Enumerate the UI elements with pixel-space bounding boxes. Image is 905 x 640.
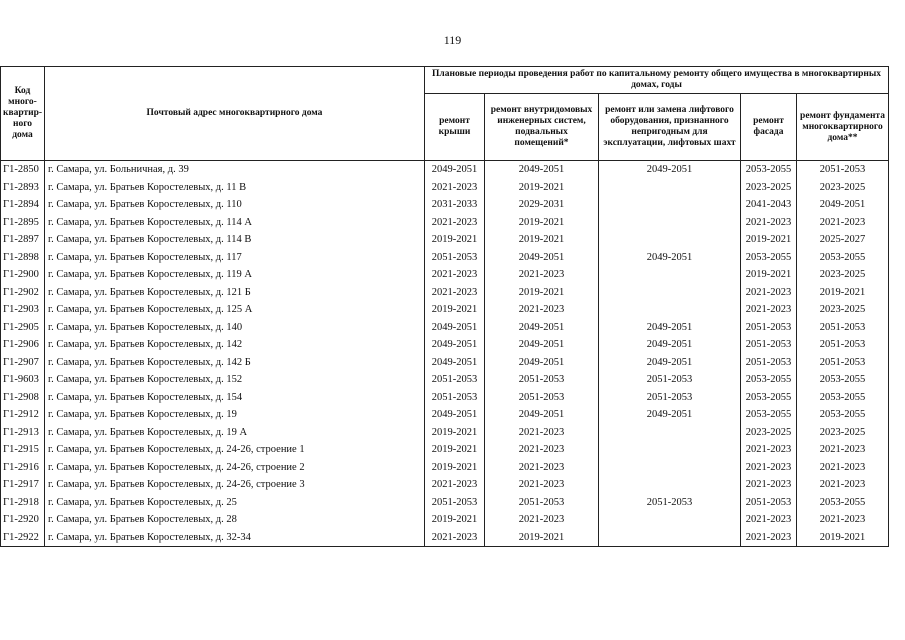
cell-address: г. Самара, ул. Братьев Коростелевых, д. 117 xyxy=(45,249,425,267)
cell-code: Г1-2907 xyxy=(1,354,45,372)
cell-roof: 2021-2023 xyxy=(425,476,485,494)
cell-foundation: 2025-2027 xyxy=(797,231,889,249)
cell-foundation: 2053-2055 xyxy=(797,406,889,424)
cell-roof: 2051-2053 xyxy=(425,371,485,389)
table-row xyxy=(1,494,889,512)
cell-code: Г1-2915 xyxy=(1,441,45,459)
cell-roof: 2049-2051 xyxy=(425,336,485,354)
cell-code: Г1-2897 xyxy=(1,231,45,249)
cell-address: г. Самара, ул. Братьев Коростелевых, д. 142 xyxy=(45,336,425,354)
table-row xyxy=(1,301,889,319)
table-row xyxy=(1,406,889,424)
cell-roof: 2021-2023 xyxy=(425,266,485,284)
cell-code: Г1-2917 xyxy=(1,476,45,494)
cell-elevator xyxy=(599,284,741,302)
header-periods: Плановые периоды проведения работ по капитальному ремонту общего имущества в многоквартирных домах, годы xyxy=(425,67,889,94)
cell-elevator: 2049-2051 xyxy=(599,354,741,372)
cell-elevator: 2049-2051 xyxy=(599,161,741,179)
cell-roof: 2021-2023 xyxy=(425,179,485,197)
cell-elevator xyxy=(599,476,741,494)
cell-foundation: 2051-2053 xyxy=(797,354,889,372)
table-row xyxy=(1,319,889,337)
cell-elevator xyxy=(599,214,741,232)
cell-facade: 2053-2055 xyxy=(741,389,797,407)
cell-code: Г1-2895 xyxy=(1,214,45,232)
cell-elevator xyxy=(599,231,741,249)
repair-schedule-table xyxy=(0,66,889,547)
cell-roof: 2019-2021 xyxy=(425,459,485,477)
cell-systems: 2019-2021 xyxy=(485,231,599,249)
cell-roof: 2021-2023 xyxy=(425,529,485,547)
table-row xyxy=(1,441,889,459)
cell-elevator: 2049-2051 xyxy=(599,319,741,337)
cell-systems: 2019-2021 xyxy=(485,214,599,232)
cell-systems: 2021-2023 xyxy=(485,266,599,284)
cell-systems: 2021-2023 xyxy=(485,441,599,459)
table-row xyxy=(1,459,889,477)
table-row xyxy=(1,284,889,302)
cell-systems: 2049-2051 xyxy=(485,336,599,354)
cell-elevator xyxy=(599,511,741,529)
cell-roof: 2019-2021 xyxy=(425,424,485,442)
cell-facade: 2021-2023 xyxy=(741,214,797,232)
cell-code: Г1-2922 xyxy=(1,529,45,547)
header-address: Почтовый адрес многоквартирного дома xyxy=(45,67,425,161)
cell-facade: 2023-2025 xyxy=(741,179,797,197)
cell-elevator xyxy=(599,529,741,547)
cell-systems: 2029-2031 xyxy=(485,196,599,214)
table-row xyxy=(1,511,889,529)
cell-foundation: 2051-2053 xyxy=(797,319,889,337)
cell-address: г. Самара, ул. Братьев Коростелевых, д. 32-34 xyxy=(45,529,425,547)
cell-systems: 2049-2051 xyxy=(485,249,599,267)
cell-elevator: 2051-2053 xyxy=(599,371,741,389)
cell-foundation: 2021-2023 xyxy=(797,511,889,529)
cell-foundation: 2023-2025 xyxy=(797,266,889,284)
cell-code: Г1-2893 xyxy=(1,179,45,197)
cell-foundation: 2021-2023 xyxy=(797,476,889,494)
cell-address: г. Самара, ул. Братьев Коростелевых, д. 25 xyxy=(45,494,425,512)
cell-code: Г1-2903 xyxy=(1,301,45,319)
cell-elevator: 2051-2053 xyxy=(599,389,741,407)
header-elevator: ремонт или замена лифтового оборудования, признанного непригодным для эксплуатации, лифтовых шахт xyxy=(599,94,741,161)
cell-address: г. Самара, ул. Братьев Коростелевых, д. 24-26, строение 2 xyxy=(45,459,425,477)
cell-systems: 2051-2053 xyxy=(485,494,599,512)
cell-systems: 2021-2023 xyxy=(485,301,599,319)
cell-roof: 2019-2021 xyxy=(425,301,485,319)
cell-foundation: 2053-2055 xyxy=(797,249,889,267)
cell-elevator: 2049-2051 xyxy=(599,336,741,354)
cell-facade: 2053-2055 xyxy=(741,371,797,389)
cell-facade: 2021-2023 xyxy=(741,301,797,319)
cell-address: г. Самара, ул. Братьев Коростелевых, д. 125 А xyxy=(45,301,425,319)
cell-foundation: 2053-2055 xyxy=(797,371,889,389)
cell-elevator xyxy=(599,196,741,214)
cell-foundation: 2019-2021 xyxy=(797,284,889,302)
cell-facade: 2051-2053 xyxy=(741,354,797,372)
cell-code: Г1-2850 xyxy=(1,161,45,179)
cell-foundation: 2051-2053 xyxy=(797,161,889,179)
cell-foundation: 2021-2023 xyxy=(797,459,889,477)
table-row xyxy=(1,529,889,547)
cell-elevator xyxy=(599,441,741,459)
cell-roof: 2021-2023 xyxy=(425,214,485,232)
cell-facade: 2041-2043 xyxy=(741,196,797,214)
cell-systems: 2021-2023 xyxy=(485,424,599,442)
cell-roof: 2019-2021 xyxy=(425,231,485,249)
cell-code: Г1-2898 xyxy=(1,249,45,267)
cell-code: Г1-2902 xyxy=(1,284,45,302)
table-row xyxy=(1,424,889,442)
cell-address: г. Самара, ул. Братьев Коростелевых, д. 11 В xyxy=(45,179,425,197)
cell-elevator xyxy=(599,424,741,442)
cell-code: Г1-2906 xyxy=(1,336,45,354)
cell-facade: 2021-2023 xyxy=(741,459,797,477)
cell-code: Г1-2905 xyxy=(1,319,45,337)
cell-facade: 2021-2023 xyxy=(741,284,797,302)
cell-address: г. Самара, ул. Братьев Коростелевых, д. 114 В xyxy=(45,231,425,249)
cell-elevator xyxy=(599,301,741,319)
cell-foundation: 2023-2025 xyxy=(797,179,889,197)
table-row xyxy=(1,389,889,407)
cell-facade: 2053-2055 xyxy=(741,161,797,179)
cell-address: г. Самара, ул. Братьев Коростелевых, д. 154 xyxy=(45,389,425,407)
cell-address: г. Самара, ул. Братьев Коростелевых, д. 19 xyxy=(45,406,425,424)
cell-roof: 2031-2033 xyxy=(425,196,485,214)
cell-roof: 2019-2021 xyxy=(425,441,485,459)
cell-address: г. Самара, ул. Братьев Коростелевых, д. 121 Б xyxy=(45,284,425,302)
table-body xyxy=(1,161,889,547)
table-row xyxy=(1,371,889,389)
cell-systems: 2049-2051 xyxy=(485,161,599,179)
cell-elevator xyxy=(599,266,741,284)
cell-systems: 2051-2053 xyxy=(485,371,599,389)
cell-facade: 2053-2055 xyxy=(741,249,797,267)
cell-foundation: 2023-2025 xyxy=(797,424,889,442)
cell-foundation: 2021-2023 xyxy=(797,441,889,459)
cell-systems: 2049-2051 xyxy=(485,354,599,372)
cell-foundation: 2049-2051 xyxy=(797,196,889,214)
cell-roof: 2049-2051 xyxy=(425,161,485,179)
cell-elevator: 2049-2051 xyxy=(599,249,741,267)
cell-roof: 2049-2051 xyxy=(425,354,485,372)
cell-address: г. Самара, ул. Братьев Коростелевых, д. 114 А xyxy=(45,214,425,232)
cell-systems: 2049-2051 xyxy=(485,319,599,337)
cell-address: г. Самара, ул. Братьев Коростелевых, д. 24-26, строение 1 xyxy=(45,441,425,459)
cell-address: г. Самара, ул. Братьев Коростелевых, д. 19 А xyxy=(45,424,425,442)
cell-facade: 2051-2053 xyxy=(741,494,797,512)
cell-code: Г1-9603 xyxy=(1,371,45,389)
cell-foundation: 2053-2055 xyxy=(797,389,889,407)
cell-systems: 2019-2021 xyxy=(485,179,599,197)
cell-address: г. Самара, ул. Больничная, д. 39 xyxy=(45,161,425,179)
cell-facade: 2023-2025 xyxy=(741,424,797,442)
cell-systems: 2049-2051 xyxy=(485,406,599,424)
page-number: 119 xyxy=(443,33,462,47)
cell-roof: 2051-2053 xyxy=(425,249,485,267)
cell-foundation: 2023-2025 xyxy=(797,301,889,319)
cell-foundation: 2021-2023 xyxy=(797,214,889,232)
cell-roof: 2051-2053 xyxy=(425,494,485,512)
cell-address: г. Самара, ул. Братьев Коростелевых, д. 110 xyxy=(45,196,425,214)
cell-systems: 2051-2053 xyxy=(485,389,599,407)
cell-code: Г1-2908 xyxy=(1,389,45,407)
table-row xyxy=(1,179,889,197)
cell-facade: 2021-2023 xyxy=(741,511,797,529)
table-row xyxy=(1,161,889,179)
cell-facade: 2019-2021 xyxy=(741,231,797,249)
header-code: Код много-квартир-ного дома xyxy=(1,67,45,161)
cell-roof: 2021-2023 xyxy=(425,284,485,302)
cell-elevator: 2051-2053 xyxy=(599,494,741,512)
cell-code: Г1-2920 xyxy=(1,511,45,529)
cell-foundation: 2019-2021 xyxy=(797,529,889,547)
cell-systems: 2021-2023 xyxy=(485,459,599,477)
cell-address: г. Самара, ул. Братьев Коростелевых, д. 28 xyxy=(45,511,425,529)
table-row xyxy=(1,336,889,354)
header-facade: ремонт фасада xyxy=(741,94,797,161)
table-row xyxy=(1,196,889,214)
cell-elevator xyxy=(599,459,741,477)
header-roof: ремонт крыши xyxy=(425,94,485,161)
cell-roof: 2049-2051 xyxy=(425,319,485,337)
table-row xyxy=(1,354,889,372)
cell-roof: 2049-2051 xyxy=(425,406,485,424)
table-row xyxy=(1,214,889,232)
cell-roof: 2019-2021 xyxy=(425,511,485,529)
cell-foundation: 2051-2053 xyxy=(797,336,889,354)
cell-facade: 2019-2021 xyxy=(741,266,797,284)
cell-foundation: 2053-2055 xyxy=(797,494,889,512)
cell-address: г. Самара, ул. Братьев Коростелевых, д. 142 Б xyxy=(45,354,425,372)
cell-systems: 2021-2023 xyxy=(485,476,599,494)
cell-systems: 2019-2021 xyxy=(485,529,599,547)
cell-facade: 2051-2053 xyxy=(741,319,797,337)
header-foundation: ремонт фундамента многоквартирного дома** xyxy=(797,94,889,161)
table-row xyxy=(1,476,889,494)
cell-address: г. Самара, ул. Братьев Коростелевых, д. 152 xyxy=(45,371,425,389)
cell-facade: 2051-2053 xyxy=(741,336,797,354)
cell-code: Г1-2913 xyxy=(1,424,45,442)
cell-elevator: 2049-2051 xyxy=(599,406,741,424)
cell-facade: 2021-2023 xyxy=(741,441,797,459)
cell-code: Г1-2918 xyxy=(1,494,45,512)
cell-facade: 2021-2023 xyxy=(741,529,797,547)
cell-code: Г1-2916 xyxy=(1,459,45,477)
header-systems: ремонт внутридомовых инженерных систем, подвальных помещений* xyxy=(485,94,599,161)
table-row xyxy=(1,231,889,249)
cell-address: г. Самара, ул. Братьев Коростелевых, д. 140 xyxy=(45,319,425,337)
cell-systems: 2021-2023 xyxy=(485,511,599,529)
cell-facade: 2021-2023 xyxy=(741,476,797,494)
cell-elevator xyxy=(599,179,741,197)
cell-code: Г1-2900 xyxy=(1,266,45,284)
table-row xyxy=(1,249,889,267)
cell-facade: 2053-2055 xyxy=(741,406,797,424)
cell-code: Г1-2894 xyxy=(1,196,45,214)
cell-code: Г1-2912 xyxy=(1,406,45,424)
cell-roof: 2051-2053 xyxy=(425,389,485,407)
table-row xyxy=(1,266,889,284)
cell-address: г. Самара, ул. Братьев Коростелевых, д. 119 А xyxy=(45,266,425,284)
cell-systems: 2019-2021 xyxy=(485,284,599,302)
cell-address: г. Самара, ул. Братьев Коростелевых, д. 24-26, строение 3 xyxy=(45,476,425,494)
